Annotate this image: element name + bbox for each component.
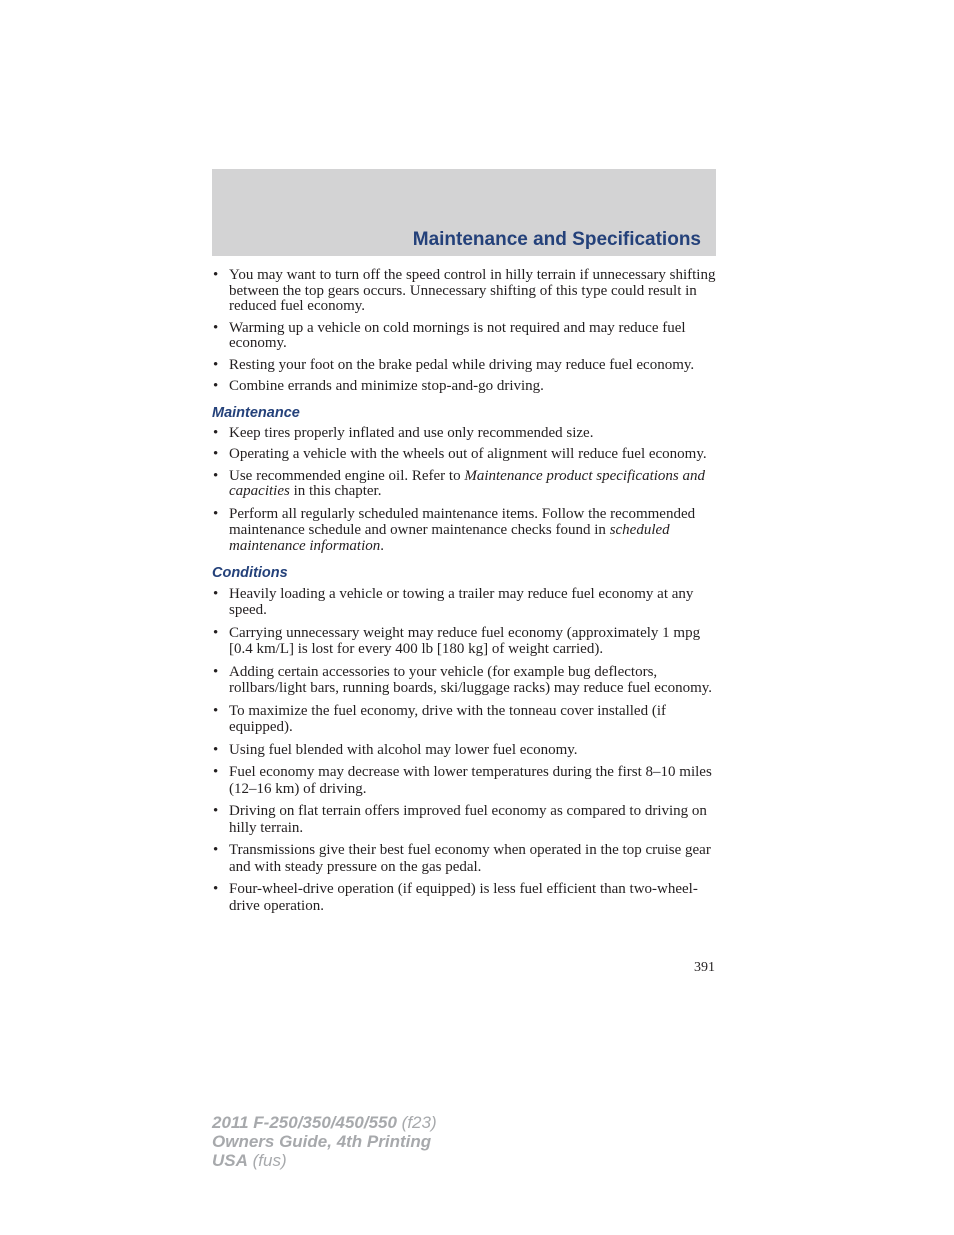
list-item: • You may want to turn off the speed control in hilly terrain if unnecessary shifting between the top gears occurs. Unnecessary shifting of this type could result in reduced fuel economy. — [212, 268, 718, 315]
page-content — [212, 268, 718, 920]
footer-line — [212, 1113, 437, 1132]
page-number: 391 — [694, 960, 715, 975]
list-item: • To maximize the fuel economy, drive with the tonneau cover installed (if equipped). — [212, 703, 718, 736]
list-item: • Combine errands and minimize stop-and-go driving. — [212, 379, 718, 395]
list-item: • Warming up a vehicle on cold mornings is not required and may reduce fuel economy. — [212, 321, 718, 352]
list-item: • Using fuel blended with alcohol may lower fuel economy. — [212, 742, 718, 759]
list-item: • Resting your foot on the brake pedal while driving may reduce fuel economy. — [212, 358, 718, 374]
list-item: • Keep tires properly inflated and use only recommended size. — [212, 426, 718, 442]
list-item: • Adding certain accessories to your vehicle (for example bug deflectors, rollbars/light bars, running boards, ski/luggage racks) may reduce fuel economy. — [212, 664, 718, 697]
list-item: • Operating a vehicle with the wheels out of alignment will reduce fuel economy. — [212, 447, 718, 463]
model-code: (f23) — [396, 1113, 437, 1132]
text-run: in this chapter. — [289, 483, 382, 499]
cross-reference: scheduled maintenance information — [229, 521, 670, 554]
list-item — [212, 506, 718, 554]
section-header-band — [212, 169, 716, 256]
maintenance-bullet-list — [212, 426, 718, 554]
text-run: . — [380, 537, 384, 554]
cross-reference: Maintenance product specifications and capacities — [229, 467, 705, 499]
text-run: Use recommended engine oil. Refer to — [229, 467, 465, 484]
list-item: • Fuel economy may decrease with lower temperatures during the first 8–10 miles (12–16 km) of driving. — [212, 764, 718, 797]
list-item: • Carrying unnecessary weight may reduce fuel economy (approximately 1 mpg [0.4 km/L] is lost for every 400 lb [180 kg] of weight carried). — [212, 625, 718, 658]
list-item — [212, 469, 718, 500]
section-title: Maintenance and Specifications — [412, 229, 701, 250]
list-item: • Four-wheel-drive operation (if equipped) is less fuel efficient than two-wheel-drive operation. — [212, 881, 718, 914]
market-text: USA — [212, 1151, 248, 1170]
conditions-bullet-list — [212, 586, 718, 915]
text-run: Perform all regularly scheduled maintenance items. Follow the recommended maintenance schedule and owner maintenance checks found in — [229, 505, 696, 538]
list-item: • Transmissions give their best fuel economy when operated in the top cruise gear and with steady pressure on the gas pedal. — [212, 842, 718, 875]
maintenance-heading: Maintenance — [212, 404, 300, 421]
document-footer — [212, 1113, 437, 1170]
list-item: • Driving on flat terrain offers improved fuel economy as compared to driving on hilly terrain. — [212, 803, 718, 836]
list-item: • Heavily loading a vehicle or towing a trailer may reduce fuel economy at any speed. — [212, 586, 718, 619]
conditions-heading: Conditions — [212, 564, 288, 581]
model-text: 2011 F-250/350/450/550 — [212, 1113, 397, 1132]
market-code: (fus) — [247, 1151, 287, 1170]
footer-line: Owners Guide, 4th Printing — [212, 1132, 432, 1151]
footer-line — [212, 1151, 437, 1170]
intro-bullet-list — [212, 268, 718, 395]
